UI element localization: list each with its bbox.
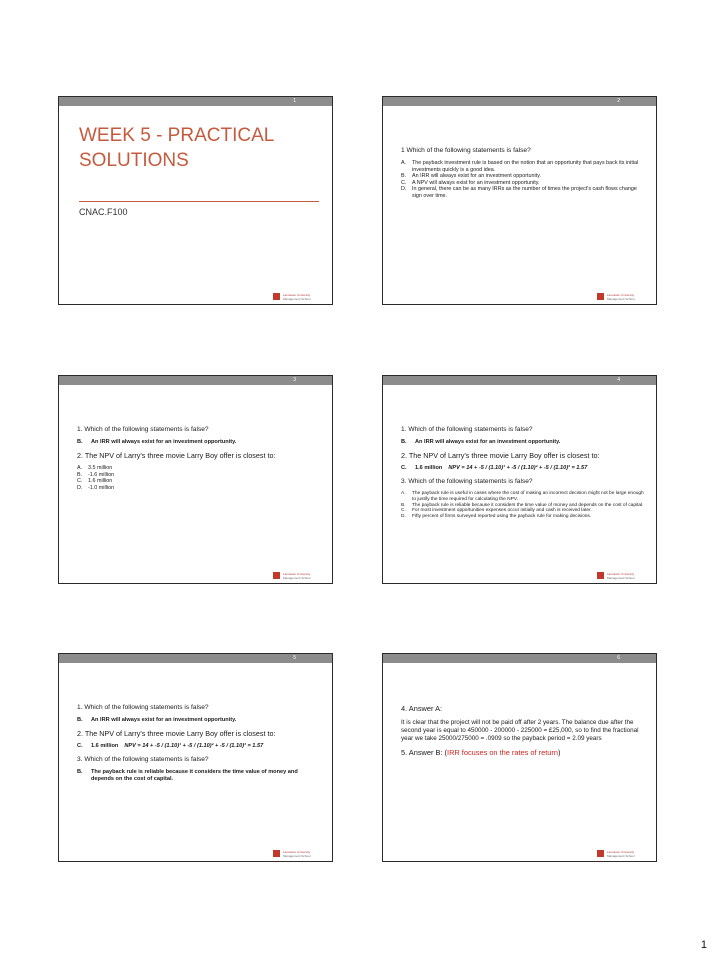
slide-4 bbox=[382, 375, 657, 584]
slide-number: 2 bbox=[617, 98, 620, 104]
university-logo: Lancaster University Management School bbox=[597, 571, 654, 580]
option-item: D. -1.0 million bbox=[77, 484, 115, 491]
option-list bbox=[77, 465, 322, 491]
npv-equation: NPV = 14 + -5 / (1.10)¹ + -5 / (1.10)² + -5 / (1.10)³ = 1.57 bbox=[124, 743, 264, 749]
question-1: 1. Which of the following statements is false? bbox=[77, 704, 209, 711]
slide-header-bar bbox=[59, 97, 332, 106]
slide-header-bar bbox=[383, 376, 656, 385]
answer-2: C. 1.6 million NPV = 14 + -5 / (1.10)¹ + -5 / (1.10)² + -5 / (1.10)³ = 1.57 bbox=[77, 743, 264, 749]
university-logo: Lancaster University Management School bbox=[597, 292, 654, 301]
option-list bbox=[401, 160, 646, 199]
slide-title: WEEK 5 - PRACTICAL SOLUTIONS bbox=[79, 125, 274, 171]
slide-1 bbox=[58, 96, 333, 305]
slide-number: 5 bbox=[293, 655, 296, 661]
slide-5 bbox=[58, 653, 333, 862]
university-logo: Lancaster University Management School bbox=[597, 849, 654, 858]
option-item: D. In general, there can be as many IRRs as the number of times the project's cash flows change sign over time. bbox=[401, 186, 637, 199]
answer-1: B. An IRR will always exist for an investment opportunity. bbox=[401, 439, 561, 445]
option-list bbox=[401, 491, 646, 520]
slide-number: 1 bbox=[293, 98, 296, 104]
answer-2: C. 1.6 million NPV = 14 + -5 / (1.10)¹ + -5 / (1.10)² + -5 / (1.10)³ = 1.57 bbox=[401, 465, 588, 471]
option-item: B. -1.6 million bbox=[77, 471, 115, 478]
answer-3: B. The payback rule is reliable because it considers the time value of money and depends on the cost of capital. bbox=[77, 769, 298, 782]
option-item: A. The payback rule is useful in cases where the cost of making an incorrect decision might not be large enough to justify the time required for calculating the NPV. bbox=[401, 491, 644, 502]
question-1: 1. Which of the following statements is false? bbox=[401, 426, 533, 433]
option-item: C. 1.6 million bbox=[77, 478, 113, 484]
slide-header-bar bbox=[59, 376, 332, 385]
slide-header-bar bbox=[59, 654, 332, 663]
answer-4-heading: 4. Answer A: bbox=[401, 704, 443, 713]
page-number: 1 bbox=[700, 939, 707, 951]
slide-subtitle: CNAC.F100 bbox=[79, 207, 128, 217]
slide-6 bbox=[382, 653, 657, 862]
university-logo: Lancaster University Management School bbox=[273, 849, 330, 858]
option-item: B. An IRR will always exist for an investment opportunity. bbox=[401, 173, 542, 179]
title-divider bbox=[79, 201, 319, 202]
university-logo: Lancaster University Management School bbox=[273, 292, 330, 301]
slide-header-bar bbox=[383, 97, 656, 106]
question-2: 2. The NPV of Larry's three movie Larry Boy offer is closest to: bbox=[77, 451, 276, 460]
npv-equation: NPV = 14 + -5 / (1.10)¹ + -5 / (1.10)² + -5 / (1.10)³ = 1.57 bbox=[448, 465, 588, 471]
answer-5-heading: 5. Answer B: (IRR focuses on the rates of return) bbox=[401, 748, 561, 758]
slide-2 bbox=[382, 96, 657, 305]
option-item: C. A NPV will always exist for an investment opportunity. bbox=[401, 179, 540, 186]
answer-1: B. An IRR will always exist for an investment opportunity. bbox=[77, 717, 237, 723]
option-item: A. 3.5 million bbox=[77, 465, 113, 471]
answer-1: B. An IRR will always exist for an investment opportunity. bbox=[77, 439, 237, 445]
question-3: 3. Which of the following statements is false? bbox=[77, 756, 209, 763]
answer-4-explanation: It is clear that the project will not be paid off after 2 years. The balance due after the second year is equal to 450000 - 200000 - 225000 = £25,000, so to find the fractional year we take 25000/275000 = .0909 so the payback period = 2.09 years bbox=[401, 719, 639, 742]
slide-number: 3 bbox=[293, 377, 296, 383]
slide-number: 4 bbox=[617, 377, 620, 383]
question-2: 2. The NPV of Larry's three movie Larry Boy offer is closest to: bbox=[401, 451, 600, 460]
slide-number: 6 bbox=[617, 655, 620, 661]
question-1: 1. Which of the following statements is false? bbox=[77, 426, 209, 433]
slide-header-bar bbox=[383, 654, 656, 663]
question: 1 Which of the following statements is false? bbox=[401, 147, 531, 154]
option-item: D. Fifty percent of firms surveyed reported using the payback rule for making decisions. bbox=[401, 514, 592, 520]
option-item: B. The payback rule is reliable because it considers the time value of money and depends on the cost of capital. bbox=[401, 502, 644, 508]
option-item: A. The payback investment rule is based on the notion that an opportunity that pays back its initial investments quickly is a good idea. bbox=[401, 160, 639, 173]
question-3: 3. Which of the following statements is false? bbox=[401, 478, 533, 485]
question-2: 2. The NPV of Larry's three movie Larry Boy offer is closest to: bbox=[77, 729, 276, 738]
university-logo: Lancaster University Management School bbox=[273, 571, 330, 580]
slide-3 bbox=[58, 375, 333, 584]
option-item: C. For most investment opportunities expenses occur initially and cash is received later. bbox=[401, 508, 592, 514]
